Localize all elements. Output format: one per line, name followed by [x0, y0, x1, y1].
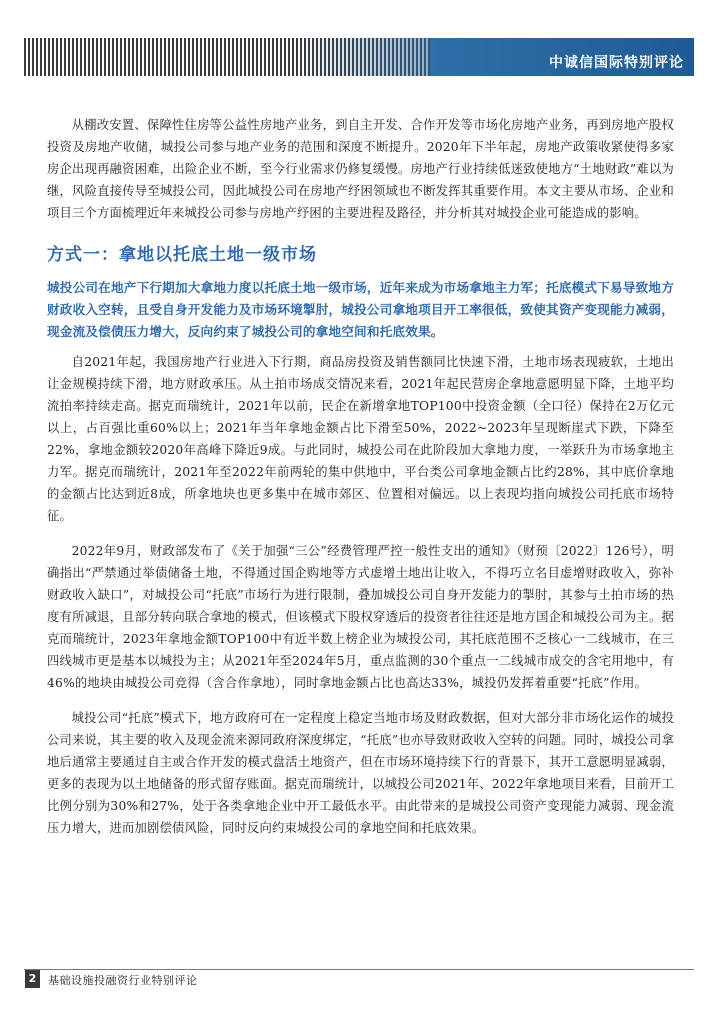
footer-divider	[24, 969, 694, 970]
body-paragraph-3: 城投公司“托底”模式下，地方政府可在一定程度上稳定当地市场及财政数据，但对大部分非市场化运作的城投公司来说，其主要的收入及现金流来源同政府深度绑定，“托底”也亦导致财政收入空转的问题。同时，城投公司拿地后通常主要通过自主或合作开发的模式盘活土地资产，但在市场环境持续下行的背景下，其开工意愿明显减弱，更多的表现为以土地储备的形式留存账面。据克而瑞统计，以城投公司2021年、2022年拿地项目来看，目前开工比例分别为30%和27%，处于各类拿地企业中开工最低水平。由此带来的是城投公司资产变现能力减弱、现金流压力增大，进而加剧偿债风险，同时反向约束城投公司的拿地空间和托底效果。	[47, 711, 674, 835]
footer-report-title: 基础设施投融资行业特别评论	[48, 974, 198, 987]
header-title-box	[430, 38, 694, 76]
page-number: 2	[25, 970, 40, 988]
intro-paragraph: 从棚改安置、保障性住房等公益性房地产业务，到自主开发、合作开发等市场化房地产业务，再到房地产股权投资及房地产收储，城投公司参与地产业务的范围和深度不断提升。2020年下半年起，房地产政策收紧使得多家房企出现再融资困难，出险企业不断，至今行业需求仍修复缓慢。房地产行业持续低迷致使地方“土地财政”难以为继，风险直接传导至城投公司，因此城投公司在房地产纾困领域也不断发挥其重要作用。本文主要从市场、企业和项目三个方面梳理近年来城投公司参与房地产纾困的主要进程及路径，并分析其对城投企业可能造成的影响。	[47, 118, 674, 220]
section-heading: 方式一：拿地以托底土地一级市场	[47, 245, 317, 265]
body-paragraph-2: 2022年9月，财政部发布了《关于加强“三公”经费管理严控一般性支出的通知》（财预〔2022〕126号），明确指出“严禁通过举债储备土地，不得通过国企购地等方式虚增土地出让收入，不得巧立名目虚增财政收入，弥补财政收入缺口”，对城投公司“托底”市场行为进行限制，叠加城投公司自身开发能力的掣肘，其参与土拍市场的热度有所减退，且部分转向联合拿地的模式，但该模式下股权穿透后的投资者往往还是地方国企和城投公司为主。据克而瑞统计，2023年拿地金额TOP100中有近半数上榜企业为城投公司，其托底范围不乏核心一二线城市，在三四线城市更是基本以城投为主；从2021年至2024年5月，重点监测的30个重点一二线城市成交的含宅用地中，有46%的地块由城投公司竞得（含合作拿地），同时拿地金额占比也高达33%，城投仍发挥着重要“托底”作用。	[47, 544, 674, 690]
body-paragraph-1: 自2021年起，我国房地产行业进入下行期，商品房投资及销售额同比快速下滑，土地市场表现疲软，土地出让金规模持续下滑，地方财政承压。从土拍市场成交情况来看，2021年起民营房企拿地意愿明显下降，土地平均流拍率持续走高。据克而瑞统计，2021年以前，民企在新增拿地TOP100中投资金额（全口径）保持在2万亿元以上，占百强比重60%以上；2021年当年拿地金额占比下滑至50%，2022~2023年呈现断崖式下跌，下降至22%，拿地金额较2020年高峰下降近9成。与此同时，城投公司在此阶段加大拿地力度，一举跃升为市场拿地主力军。据克而瑞统计，2021年至2022年前两轮的集中供地中，平台类公司拿地金额占比约28%，其中底价拿地的金额占比达到近8成，所拿地块也更多集中在城市郊区、位置相对偏远。以上表现均指向城投公司托底市场特征。	[47, 355, 674, 523]
section-lead-summary: 城投公司在地产下行期加大拿地力度以托底土地一级市场，近年来成为市场拿地主力军；托底模式下易导致地方财政收入空转，且受自身开发能力及市场环境掣肘，城投公司拿地项目开工率很低，致使其资产变现能力减弱，现金流及偿债压力增大，反向约束了城投公司的拿地空间和托底效果。	[47, 280, 674, 339]
article-body	[47, 114, 674, 852]
report-series-title: 中诚信国际特别评论	[549, 55, 684, 71]
header-gradient	[300, 38, 430, 76]
